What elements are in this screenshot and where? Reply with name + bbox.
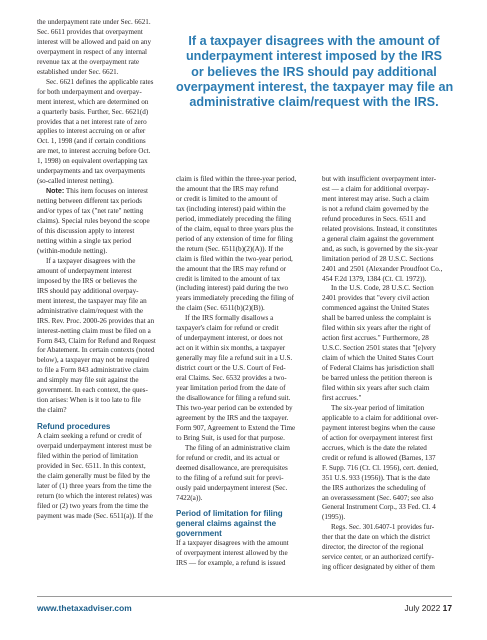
text-line: period, immediately preceding the filing	[176, 214, 292, 223]
text-line: 454 F.2d 1379, 1384 (Ct. Cl. 1972)).	[322, 274, 427, 283]
text-line: taxpayer's claim for refund or credit	[176, 324, 279, 333]
text-line: act on it within six months, a taxpayer	[176, 344, 286, 353]
text-line: filed within the period of limitation	[37, 451, 138, 460]
text-line: ing officer designated by either of them	[322, 563, 435, 572]
text-line: payment was made (Sec. 6511(a)). If the	[37, 511, 153, 520]
text-line: A claim seeking a refund or credit of	[37, 432, 142, 441]
pull-quote-line: If a taxpayer disagrees with the amount of	[188, 34, 440, 48]
text-line: credit or refund is allowed (Barnes, 137	[322, 453, 436, 462]
text-line: claim of which the United States Court	[322, 354, 434, 363]
text-line: netting between different tax periods	[37, 197, 142, 206]
text-line: ment interest may arise. Such a claim	[322, 194, 429, 203]
text-line: to the filing of a refund suit for previ-	[176, 473, 284, 482]
text-line: agreement by the IRS and the taxpayer.	[176, 413, 289, 422]
text-line: and simply may file suit against the	[37, 376, 139, 385]
text-line: action first accrues." Furthermore, 28	[322, 334, 429, 343]
text-line: claim is filed within the three-year period,	[176, 175, 297, 183]
text-line: underpayments and tax overpayments	[37, 167, 146, 176]
text-line: The filing of an administrative claim	[185, 443, 290, 452]
text-line: or credit is limited to the amount of	[176, 194, 278, 203]
section-heading: Refund procedures	[37, 422, 111, 432]
section-heading: Period of limitation for filing	[176, 509, 283, 519]
text-line: tion arises: When is it too late to file	[37, 396, 141, 405]
text-line: the claim generally must be filed by the	[37, 471, 151, 480]
text-line: the claim (Sec. 6511(b)(2)(B)).	[176, 304, 265, 313]
text-line: est — a claim for additional overpay-	[322, 184, 430, 193]
text-line: return (to which the interest relates) was	[37, 491, 152, 500]
text-line: of overpayment interest allowed by the	[176, 549, 288, 558]
text-line: period of any extension of time for filing	[176, 234, 293, 243]
text-line: a quarterly basis. Further, Sec. 6621(d)	[37, 107, 149, 116]
text-line: later of (1) three years from the time the	[37, 481, 152, 490]
pull-quote-line: or believes the IRS should pay additional	[191, 64, 437, 79]
footer-rule	[37, 596, 452, 597]
text-line: the amount that the IRS may refund or	[176, 264, 287, 273]
text-line: the return (Sec. 6511(b)(2)(A)). If the	[176, 244, 284, 253]
text-line: 1, 1998) on equivalent overlapping tax	[37, 157, 148, 166]
text-line: eral Claims. Sec. 6532 provides a two-	[176, 374, 287, 383]
text-line: the claim?	[37, 406, 67, 415]
text-line: interest will be allowed and paid on any	[37, 37, 152, 46]
text-line: service center, or an authorized certify-	[322, 553, 434, 562]
text-line: tax (including interest) paid within the	[176, 204, 286, 213]
note-label: Note:	[46, 187, 65, 196]
text-line: If a taxpayer disagrees with the amount	[176, 539, 289, 548]
text-line: years immediately preceding the filing of	[176, 294, 294, 303]
text-line: (so-called interest netting).	[37, 177, 114, 186]
text-line: generally may file a refund suit in a U.S.	[176, 354, 293, 363]
column-1	[37, 18, 167, 522]
text-line: first accrues."	[322, 393, 362, 402]
text-line: of this discussion apply to interest	[37, 227, 135, 236]
text-line: Sec. 6621 defines the applicable rates	[46, 77, 154, 86]
text-line: Oct. 1, 1998 (and if certain conditions	[37, 137, 146, 146]
text-line: ment interest, the taxpayer may file an	[37, 296, 147, 305]
text-line: revenue tax at the overpayment rate	[37, 57, 140, 66]
note-line	[37, 187, 167, 197]
text-line: refund procedures in Secs. 6511 and	[322, 214, 426, 223]
text-line: for refund or credit, and its actual or	[176, 453, 280, 462]
text-line: to Bring Suit, is used for that purpose.	[176, 433, 285, 442]
text-line: ther that the date on which the district	[322, 533, 431, 542]
text-line: (1995)).	[322, 513, 346, 522]
text-line: of action for overpayment interest first	[322, 433, 433, 442]
text-line: 2401 and 2501 (Alexander Proudfoot Co.,	[322, 264, 443, 273]
text-line: Form 907, Agreement to Extend the Time	[176, 423, 296, 432]
text-line: overpaid underpayment interest must be	[37, 442, 152, 451]
column-3	[322, 175, 452, 573]
text-line: applicable to a claim for additional over-	[322, 413, 439, 422]
text-line: are met, to interest accruing before Oct.	[37, 147, 151, 156]
text-line: related provisions. Instead, it constitutes	[322, 224, 438, 233]
text-line: the disallowance for filing a refund suit.	[176, 393, 291, 402]
text-line: IRS should pay additional overpay-	[37, 286, 139, 295]
text-line: Sec. 6611 provides that overpayment	[37, 27, 143, 36]
text-line: credit is limited to the amount of tax	[176, 274, 281, 283]
text-line: This two-year period can be extended by	[176, 403, 293, 412]
pull-quote	[176, 34, 452, 110]
text-line: ously paid underpayment interest (Sec.	[176, 483, 288, 492]
text-line: General Instrument Corp., 33 Fed. Cl. 4	[322, 503, 436, 512]
text-line: 2401 provides that "every civil action	[322, 294, 430, 303]
text-line: of the claim, equal to three years plus the	[176, 224, 294, 233]
text-line: be barred unless the petition thereon is	[322, 374, 433, 383]
footer-issue: July 2022	[404, 603, 441, 613]
text-line: the underpayment rate under Sec. 6621.	[37, 18, 151, 26]
column-2	[176, 175, 312, 569]
text-line: F. Supp. 716 (Ct. Cl. 1956), cert. denied,	[322, 463, 439, 472]
text-line: accrues, which is the date the related	[322, 443, 427, 452]
text-line: director, the director of the regional	[322, 543, 424, 552]
text-line: established under Sec. 6621.	[37, 67, 119, 76]
text-line: provides that a net interest rate of zero	[37, 117, 147, 126]
pull-quote-line: administrative claim/request with the IRS.	[189, 95, 439, 110]
text-line: IRS — for example, a refund is issued	[176, 559, 286, 568]
text-line: IRS. Rev. Proc. 2000-26 provides that an	[37, 316, 155, 325]
text-line: filed within six years after such claim	[322, 384, 430, 393]
text-line: for Abatement. In certain contexts (noted	[37, 346, 155, 355]
text-line: If the IRS formally disallows a	[185, 314, 274, 323]
text-line: shall be barred unless the complaint is	[322, 314, 432, 323]
text-line: In the U.S. Code, 28 U.S.C. Section	[331, 284, 434, 293]
text-line: filed or (2) two years from the time the	[37, 501, 149, 510]
text-line: year limitation period from the date of	[176, 384, 286, 393]
page-number: 17	[442, 603, 452, 613]
text-line: applies to interest accruing on or after	[37, 127, 146, 136]
text-line: district court or the U.S. Court of Fed-	[176, 364, 286, 373]
text-line: filed within six years after the right of	[322, 324, 431, 333]
text-line: The six-year period of limitation	[331, 403, 425, 412]
footer-url: www.thetaxadviser.com	[37, 603, 132, 613]
text-line: overpayment in respect of any internal	[37, 47, 148, 56]
text-line: but with insufficient overpayment inter-	[322, 175, 436, 183]
text-line: of underpayment interest, or does not	[176, 334, 283, 343]
text-line: (within-module netting).	[37, 246, 108, 255]
text-line: below), a taxpayer may not be required	[37, 356, 150, 365]
text-line: payment interest begins when the cause	[322, 423, 436, 432]
text-line: provided in Sec. 6511. In this context,	[37, 461, 146, 470]
text-line: government. In each context, the ques-	[37, 386, 148, 395]
text-line: and, as such, is governed by the six-year	[322, 244, 438, 253]
text-line: amount of underpayment interest	[37, 266, 132, 275]
pull-quote-line: underpayment interest imposed by the IRS	[185, 49, 443, 64]
text-line: interest-netting claim must be filed on a	[37, 326, 151, 335]
pull-quote-line: overpayment interest, the taxpayer may file an	[176, 79, 454, 94]
text-line: the IRS authorizes the scheduling of	[322, 483, 426, 492]
footer-page-info	[404, 603, 452, 613]
section-heading: government	[176, 529, 222, 539]
text-line: Form 843, Claim for Refund and Request	[37, 336, 156, 345]
text-line: the amount that the IRS may refund	[176, 184, 279, 193]
text-line: (including interest) paid during the two	[176, 284, 289, 293]
text-line: If a taxpayer disagrees with the	[46, 256, 136, 265]
text-line: commenced against the United States	[322, 304, 430, 313]
text-line: an overassessment (Sec. 6407; see also	[322, 493, 434, 502]
text-line: limitation period of 28 U.S.C. Sections	[322, 254, 434, 263]
text-line: Regs. Sec. 301.6407-1 provides fur-	[331, 523, 435, 532]
text-line: U.S.C. Section 2501 states that "[e]very	[322, 344, 436, 353]
text-line: claim is filed within the two-year period,	[176, 254, 293, 263]
text-line: to file a Form 843 administrative claim	[37, 366, 149, 375]
text-line: deemed disallowance, are prerequisites	[176, 463, 288, 472]
text-line: netting within a single tax period	[37, 236, 132, 245]
text-line: a general claim against the government	[322, 234, 435, 243]
text-line: and/or types of tax ("net rate" netting	[37, 207, 144, 216]
text-line: This item focuses on interest	[65, 187, 149, 196]
section-heading: general claims against the	[176, 519, 277, 529]
text-line: imposed by the IRS or believes the	[37, 276, 137, 285]
text-line: of Federal Claims has jurisdiction shall	[322, 364, 435, 373]
text-line: ment interest, which are determined on	[37, 97, 149, 106]
text-line: 7422(a)).	[176, 493, 203, 502]
text-line: is not a refund claim governed by the	[322, 204, 429, 213]
text-line: for both underpayment and overpay-	[37, 87, 142, 96]
text-line: 351 U.S. 933 (1956)). That is the date	[322, 473, 431, 482]
text-line: claims). Special rules beyond the scope	[37, 217, 150, 226]
text-line: administrative claim/request with the	[37, 306, 144, 315]
